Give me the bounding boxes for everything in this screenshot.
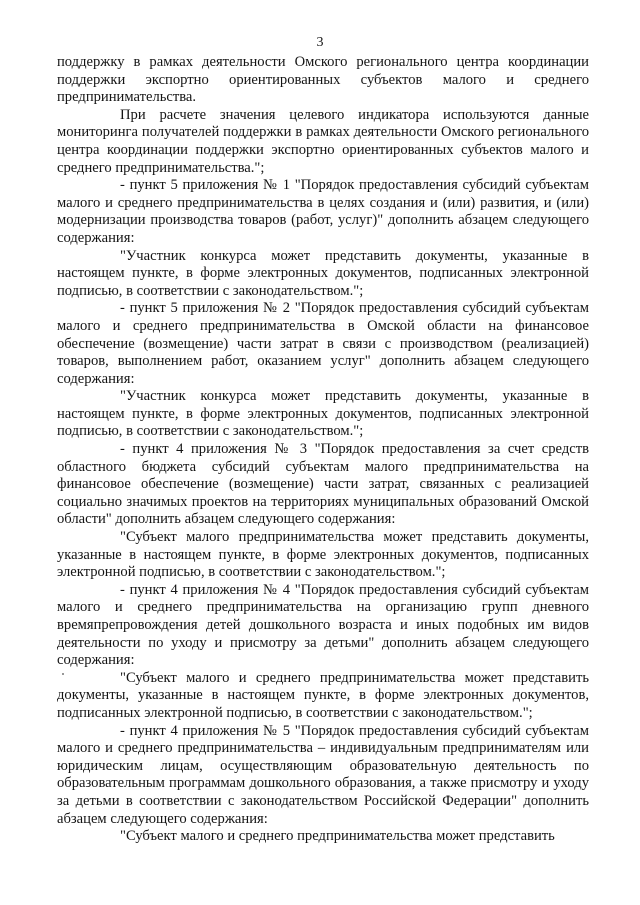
paragraph-continuation: поддержку в рамках деятельности Омского регионального центра координации поддержки экспортно ориентированных субъектов малого и среднего предпринимательства. xyxy=(57,54,589,106)
paragraph-appendix-3-item: - пункт 4 приложения № 3 "Порядок предоставления за счет средств областного бюджета субсидий субъектам малого предпринимательства на финансовое обеспечение (возмещение) части затрат, связанных с реализацией социально значимых проектов на территориях муниципальных образований Омской области" дополнить абзацем следующего содержания: xyxy=(57,441,589,528)
paragraph-appendix-5-insert: "Субъект малого и среднего предпринимательства может представить xyxy=(120,828,555,845)
paragraph-indicator-calculation: При расчете значения целевого индикатора используются данные мониторинга получателей поддержки в рамках деятельности Омского регионального центра координации поддержки экспортно ориентированных субъектов малого и среднего предпринимательства."; xyxy=(57,106,589,176)
paragraph-appendix-4-item: - пункт 4 приложения № 4 "Порядок предоставления субсидий субъектам малого и среднего предпринимательства на организацию групп дневного времяпрепровождения детей дошкольного возраста и иных подобных им видов деятельности по уходу и присмотру за детьми" дополнить абзацем следующего содержания: xyxy=(57,581,589,669)
paragraph-appendix-2-insert: "Участник конкурса может представить документы, указанные в настоящем пункте, в форме электронных документов, подписанных электронной подписью, в соответствии с законодательством."; xyxy=(57,388,589,440)
paragraph-appendix-5-item: - пункт 4 приложения № 5 "Порядок предоставления субсидий субъектам малого и среднего предпринимательства – индивидуальным предпринимателям или юридическим лицам, осуществляющим образовательную деятельность по образовательным программам дошкольного образования, а также присмотру и уходу за детьми в соответствии с законодательством Российской Федерации" дополнить абзацем следующего содержания: xyxy=(57,722,589,827)
document-body xyxy=(57,54,589,846)
paragraph-appendix-4-insert: "Субъект малого и среднего предпринимательства может представить документы, указанные в настоящем пункте, в форме электронных документов, подписанных электронной подписью, в соответствии с законодательством."; xyxy=(57,669,589,721)
paragraph-appendix-1-item: - пункт 5 приложения № 1 "Порядок предоставления субсидий субъектам малого и среднего предпринимательства в целях создания и (или) развития, и (или) модернизации производства товаров (работ, услуг)" дополнить абзацем следующего содержания: xyxy=(57,177,589,246)
paragraph-appendix-2-item: - пункт 5 приложения № 2 "Порядок предоставления субсидий субъектам малого и среднего предпринимательства в Омской области на финансовое обеспечение (возмещение) части затрат в связи с производством (реализацией) товаров, выполнением работ, оказанием услуг" дополнить абзацем следующего содержания: xyxy=(57,300,589,387)
paragraph-appendix-1-insert: "Участник конкурса может представить документы, указанные в настоящем пункте, в форме электронных документов, подписанных электронной подписью, в соответствии с законодательством."; xyxy=(57,247,589,299)
scan-speck xyxy=(62,673,64,675)
page-number: 3 xyxy=(316,35,324,50)
paragraph-appendix-3-insert: "Субъект малого предпринимательства может представить документы, указанные в настоящем пункте, в форме электронных документов, подписанных электронной подписью, в соответствии с законодательством."; xyxy=(57,529,589,581)
